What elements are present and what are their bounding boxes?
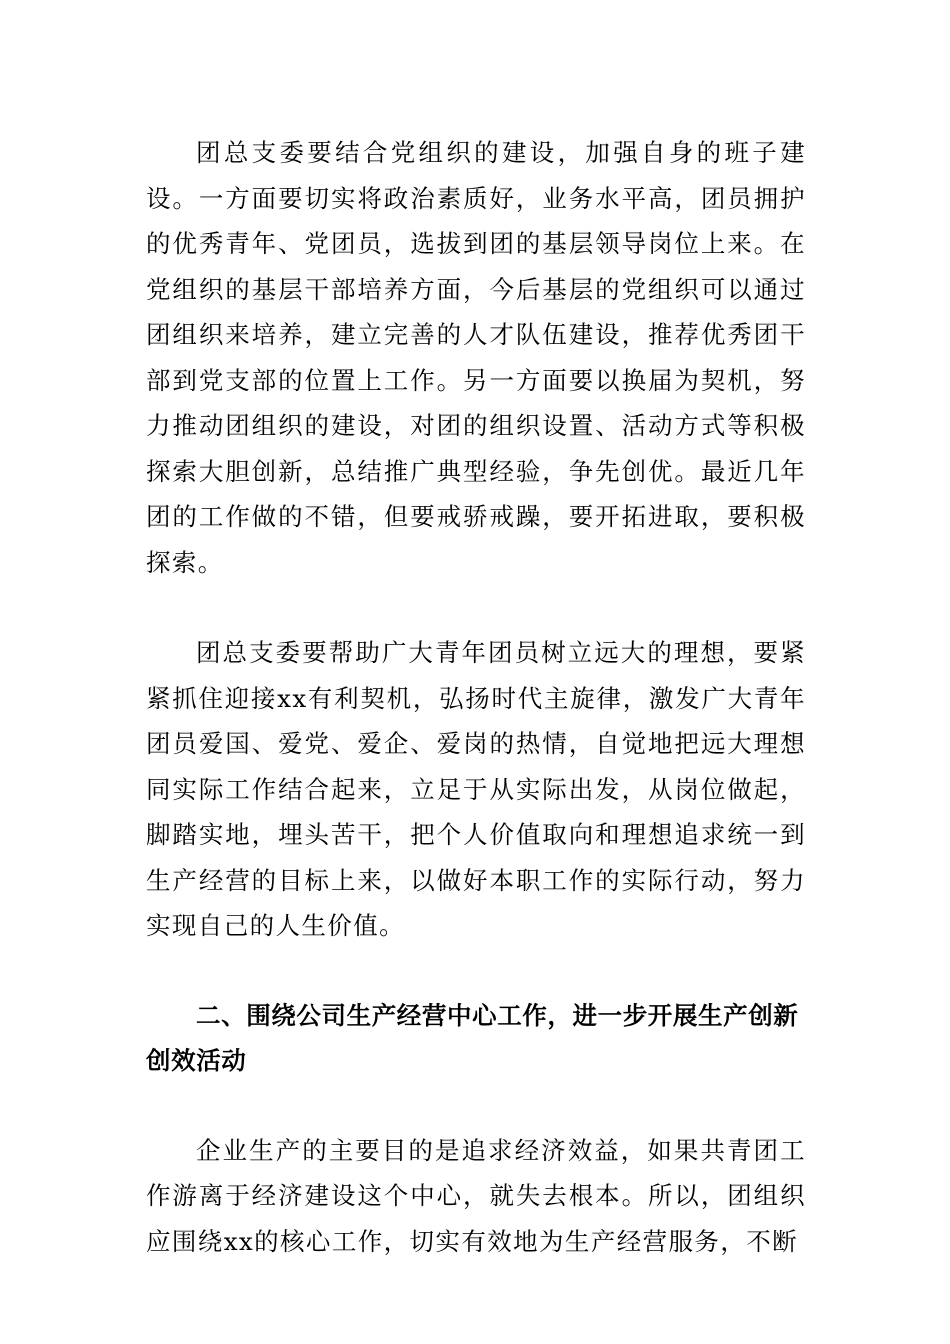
paragraph-production-efficiency: 企业生产的主要目的是追求经济效益，如果共青团工作游离于经济建设这个中心，就失去根本。所以，团组织应围绕xx的核心工作，切实有效地为生产经营服务，不断 [146, 1135, 806, 1256]
document-body [146, 130, 806, 1264]
section-heading: 二、围绕公司生产经营中心工作，进一步开展生产创新创效活动 [146, 1000, 799, 1075]
paragraph-youth-ideals: 团总支委要帮助广大青年团员树立远大的理想，要紧紧抓住迎接xx有利契机，弘扬时代主旋律，激发广大青年团员爱国、爱党、爱企、爱岗的热情，自觉地把远大理想同实际工作结合起来，立足于从实际出发，从岗位做起，脚踏实地，埋头苦干，把个人价值取向和理想追求统一到生产经营的目标上来，以做好本职工作的实际行动，努力实现自己的人生价值。 [146, 638, 806, 940]
paragraph-team-branch-building: 团总支委要结合党组织的建设，加强自身的班子建设。一方面要切实将政治素质好，业务水平高，团员拥护的优秀青年、党团员，选拔到团的基层领导岗位上来。在党组织的基层干部培养方面，今后基层的党组织可以通过团组织来培养，建立完善的人才队伍建设，推荐优秀团干部到党支部的位置上工作。另一方面要以换届为契机，努力推动团组织的建设，对团的组织设置、活动方式等积极探索大胆创新，总结推广典型经验，争先创优。最近几年团的工作做的不错，但要戒骄戒躁，要开拓进取，要积极探索。 [146, 138, 806, 577]
